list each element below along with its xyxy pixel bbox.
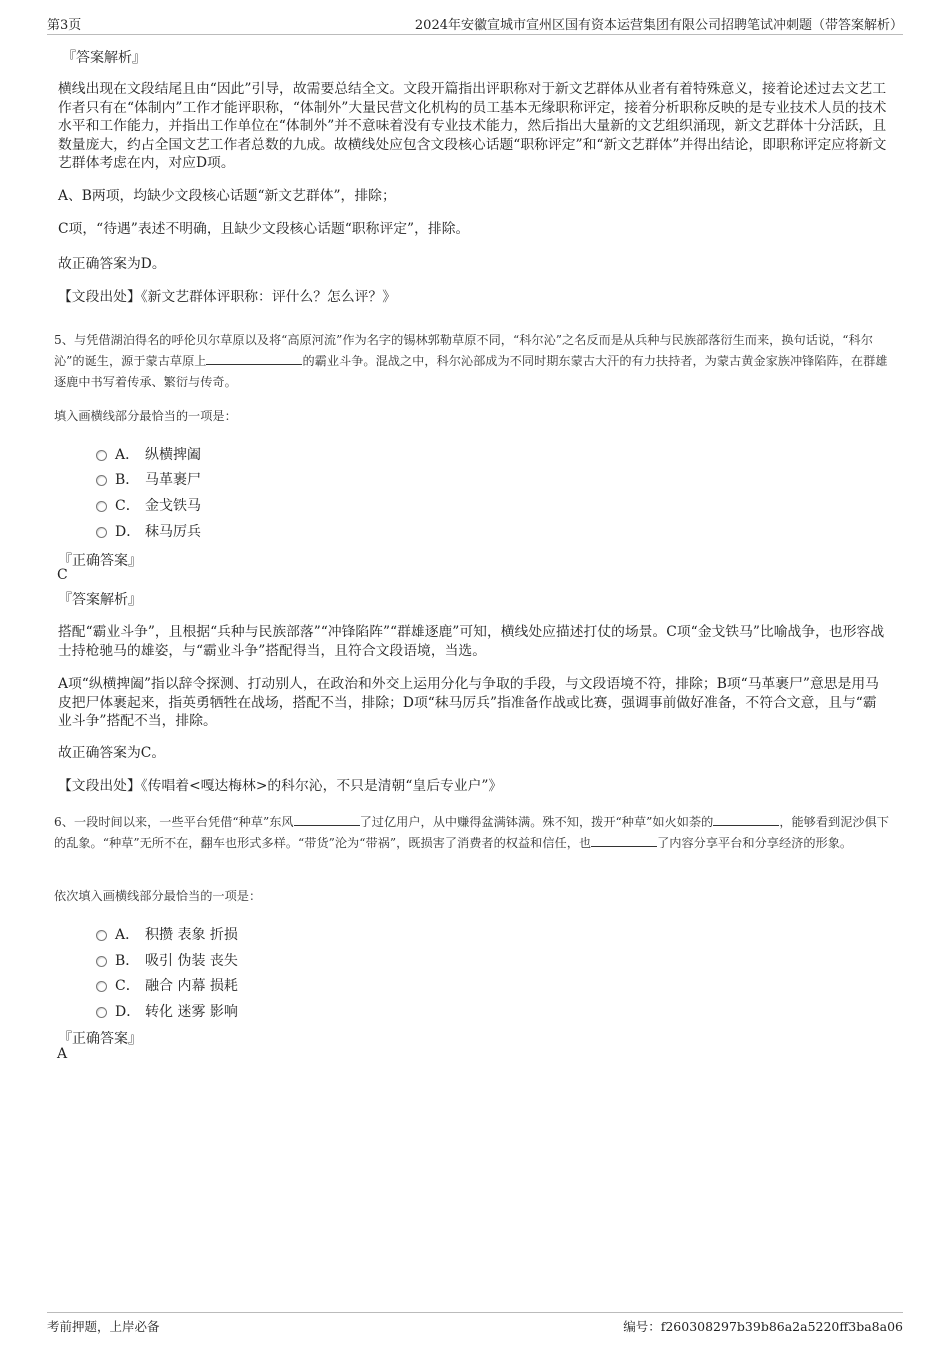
q4-source: 【文段出处】《新文艺群体评职称：评什么？怎么评？》 (58, 289, 397, 305)
option-text: 秣马厉兵 (145, 524, 201, 540)
radio-button[interactable] (96, 930, 107, 941)
q5-option-c[interactable] (96, 495, 201, 515)
q5-analysis-tag: 『答案解析』 (58, 592, 142, 608)
option-key: B． (115, 472, 140, 488)
option-key: A． (115, 927, 140, 943)
option-text: 纵横捭阖 (145, 447, 201, 463)
footer-slogan: 考前押题，上岸必备 (47, 1319, 160, 1334)
q4-analysis-tag: 『答案解析』 (62, 50, 146, 66)
q4-analysis-text: 横线出现在文段结尾且由“因此”引导，故需要总结全文。文段开篇指出评职称对于新文艺群体从业者有着特殊意义，接着论述过去文艺工作者只有在“体制内”工作才能评职称，“体制外”大量民营文化机构的员工基本无缘职称评定，接着分析职称反映的是专业技术人员的技术水平和工作能力，并指出工作单位在“体制外”并不意味着没有专业技术能力，然后指出大量新的文艺组织涌现，新文艺群体十分活跃，且数量庞大，约占全国文艺工作者总数的九成。故横线处应包含文段核心话题“职称评定”和“新文艺群体”并得出结论，即职称评定应将新文艺群体考虑在内，对应D项。 (58, 81, 887, 171)
q6-blank-3 (591, 834, 657, 847)
option-text: 金戈铁马 (145, 498, 201, 514)
q6-answer-tag: 『正确答案』 (58, 1031, 142, 1047)
q5-prompt: 填入画横线部分最恰当的一项是： (54, 409, 237, 423)
q6-stem (54, 812, 894, 854)
q5-option-d[interactable] (96, 521, 201, 541)
q6-prompt: 依次填入画横线部分最恰当的一项是： (54, 889, 262, 903)
q5-option-a[interactable] (96, 444, 201, 464)
radio-button[interactable] (96, 450, 107, 461)
q5-option-b[interactable] (96, 469, 201, 489)
q6-stem-part3: ，能够看到泥沙俱下的乱象。“种草”无所不在，翻车也形式多样。“带货”沦为“带祸”，既损害了消费者的权益和信任，也 (54, 815, 889, 850)
q5-stem-part2: 的霸业斗争。混战之中，科尔沁部成为不同时期东蒙古大汗的有力扶持者，为蒙古黄金家族冲锋陷阵，在群雄逐鹿中书写着传承、繁衍与传奇。 (54, 354, 888, 389)
radio-button[interactable] (96, 475, 107, 486)
q6-answer: A (57, 1046, 68, 1062)
option-text: 融合 内幕 损耗 (145, 978, 238, 994)
q5-analysis-text: 搭配“霸业斗争”，且根据“兵种与民族部落”“冲锋陷阵”“群雄逐鹿”可知，横线处应描述打仗的场景。C项“金戈铁马”比喻战争，也形容战士持枪驰马的雄姿，与“霸业斗争”搭配得当，且符合文段语境，当选。 (58, 624, 885, 659)
radio-button[interactable] (96, 527, 107, 538)
option-text: 吸引 伪装 丧失 (145, 953, 238, 969)
q6-blank-1 (294, 813, 360, 826)
page-header (47, 14, 903, 35)
radio-button[interactable] (96, 501, 107, 512)
q5-stem-part1: 5、与凭借湖泊得名的呼伦贝尔草原以及将“高原河流”作为名字的锡林郭勒草原不同，“科尔沁”之名反而是从兵种与民族部落衍生而来，换句话说，“科尔沁”的诞生，源于蒙古草原上 (54, 333, 873, 368)
q5-answer: C (57, 567, 68, 583)
radio-button[interactable] (96, 981, 107, 992)
option-key: C． (115, 498, 140, 514)
radio-button[interactable] (96, 956, 107, 967)
q6-option-c[interactable] (96, 975, 238, 995)
q6-stem-part1: 6、一段时间以来，一些平台凭借“种草”东风 (54, 815, 294, 829)
option-key: C． (115, 978, 140, 994)
option-text: 转化 迷雾 影响 (145, 1004, 238, 1020)
q5-stem (54, 330, 894, 393)
page-footer (47, 1312, 903, 1334)
q5-answer-summary: 故正确答案为C。 (58, 745, 166, 761)
radio-button[interactable] (96, 1007, 107, 1018)
option-key: D． (115, 524, 141, 540)
q5-answer-tag: 『正确答案』 (58, 553, 142, 569)
option-key: A． (115, 447, 140, 463)
q6-stem-part2: 了过亿用户，从中赚得盆满钵满。殊不知，拨开“种草”如火如荼的 (359, 815, 714, 829)
q6-stem-part4: 了内容分享平台和分享经济的形象。 (657, 836, 853, 850)
option-key: D． (115, 1004, 141, 1020)
q6-blank-2 (713, 813, 779, 826)
q4-analysis-c: C项，“待遇”表述不明确，且缺少文段核心话题“职称评定”，排除。 (58, 221, 470, 237)
q6-option-d[interactable] (96, 1001, 238, 1021)
q4-analysis-ab: A、B两项，均缺少文段核心话题“新文艺群体”，排除； (58, 188, 396, 204)
q5-analysis-others: A项“纵横捭阖”指以辞令探测、打动别人，在政治和外交上运用分化与争取的手段，与文段语境不符，排除；B项“马革裹尸”意思是用马皮把尸体裹起来，指英勇牺牲在战场，搭配不当，排除；D项“秣马厉兵”指准备作战或比赛，强调事前做好准备，不符合文意，且与“霸业斗争”搭配不当，排除。 (58, 676, 879, 729)
option-text: 积攒 表象 折损 (145, 927, 238, 943)
q6-option-a[interactable] (96, 924, 238, 944)
document-title: 2024年安徽宣城市宣州区国有资本运营集团有限公司招聘笔试冲刺题（带答案解析） (414, 18, 903, 33)
q4-answer-summary: 故正确答案为D。 (58, 256, 166, 272)
document-code: 编号：f260308297b39b86a2a5220ff3ba8a06 (623, 1319, 903, 1334)
q6-option-b[interactable] (96, 950, 238, 970)
q5-blank (206, 352, 302, 365)
option-key: B． (115, 953, 140, 969)
option-text: 马革裹尸 (145, 472, 201, 488)
page-number: 第3页 (47, 18, 82, 33)
q5-source: 【文段出处】《传唱着<嘎达梅林>的科尔沁，不只是清朝“皇后专业户”》 (58, 778, 503, 794)
